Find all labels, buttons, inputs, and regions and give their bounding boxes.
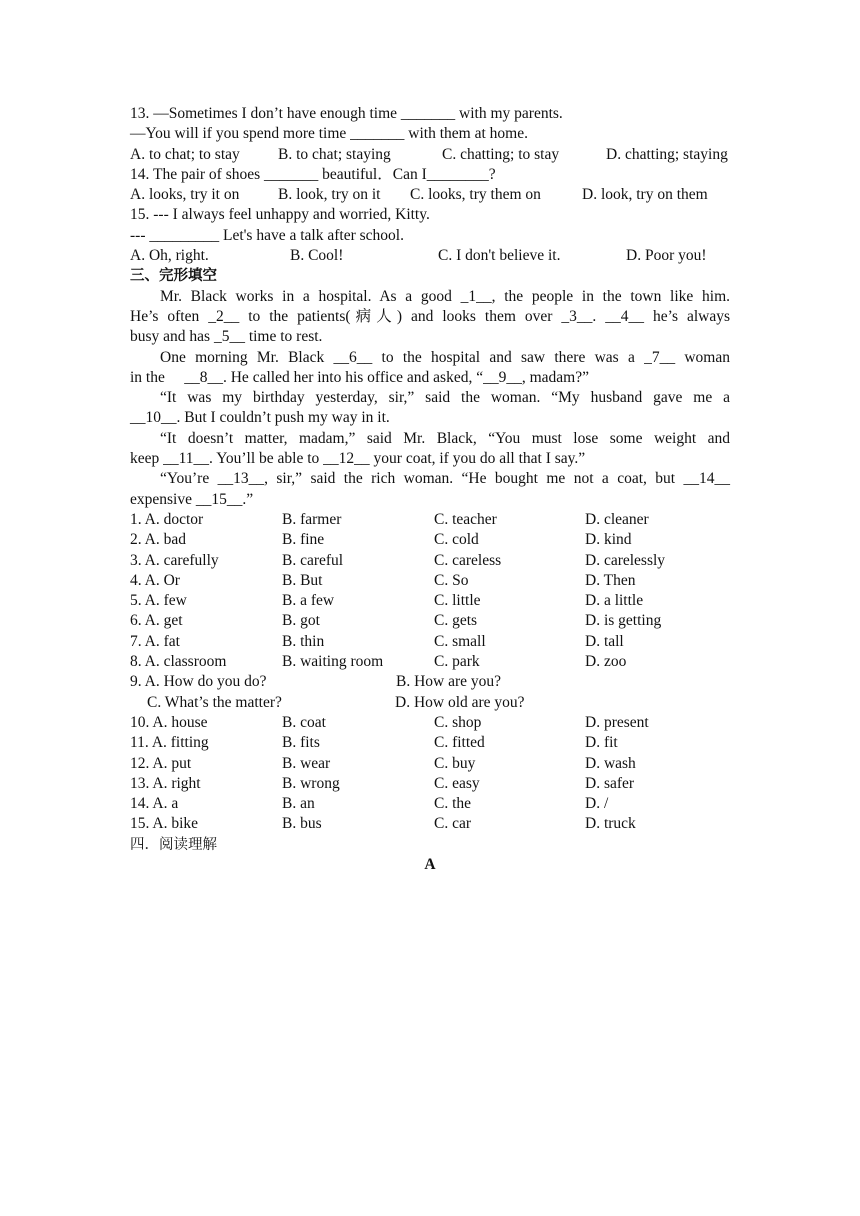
- answer-option: D. fit: [585, 734, 618, 752]
- answer-option: B. careful: [282, 551, 344, 569]
- cloze-passage: [130, 287, 730, 510]
- question-stem: 15. --- I always feel unhappy and worried, Kitty.: [130, 206, 430, 224]
- option-b: B. to chat; staying: [278, 145, 391, 163]
- answer-option: C. cold: [434, 531, 479, 549]
- answer-option: 4. A. Or: [130, 571, 180, 589]
- section-heading-reading: 四．阅读理解: [130, 836, 217, 853]
- answer-option: B. How are you?: [396, 673, 502, 691]
- answer-option: 6. A. get: [130, 612, 183, 630]
- answer-row: [130, 632, 730, 652]
- answer-option: B. farmer: [282, 510, 342, 528]
- answer-option: B. waiting room: [282, 653, 384, 671]
- answer-option: 5. A. few: [130, 592, 187, 610]
- passage-line: expensive __15__.”: [130, 490, 254, 508]
- answer-option: 12. A. put: [130, 754, 192, 772]
- answer-option: 11. A. fitting: [130, 734, 209, 752]
- passage-line: One morning Mr. Black __6__ to the hospital and saw there was a _7__ woman: [160, 348, 730, 366]
- answer-option: 15. A. bike: [130, 815, 199, 833]
- answer-option: D. cleaner: [585, 510, 649, 528]
- answer-option: B. bus: [282, 815, 322, 833]
- options-row: [130, 185, 730, 205]
- answer-option: D. safer: [585, 774, 635, 792]
- answer-option: C. car: [434, 815, 472, 833]
- reading-passage-label: A: [424, 855, 436, 873]
- answer-option: D. carelessly: [585, 551, 666, 569]
- option-d: D. chatting; staying: [606, 145, 728, 163]
- options-row: [130, 246, 730, 266]
- option-a: A. to chat; to stay: [130, 145, 240, 163]
- passage-line: Mr. Black works in a hospital. As a good _1__, the people in the town like him.: [160, 287, 730, 305]
- answer-option: 9. A. How do you do?: [130, 673, 267, 691]
- answer-row: [130, 571, 730, 591]
- answer-row: [130, 510, 730, 530]
- question-stem: --- _________ Let's have a talk after school.: [130, 226, 404, 244]
- answer-option: C. easy: [434, 774, 480, 792]
- answer-option: B. fine: [282, 531, 325, 549]
- answer-row: [130, 693, 730, 713]
- question-stem: —You will if you spend more time _______ with them at home.: [130, 125, 528, 143]
- passage-line: keep __11__. You’ll be able to __12__ your coat, if you do all that I say.”: [130, 450, 586, 468]
- answer-option: 10. A. house: [130, 713, 208, 731]
- answer-option: B. But: [282, 571, 323, 589]
- cloze-answers: [130, 510, 730, 835]
- answer-row: [130, 672, 730, 692]
- answer-option: C. small: [434, 632, 486, 650]
- answer-option: 7. A. fat: [130, 632, 180, 650]
- section-heading-cloze: 三、完形填空: [130, 268, 217, 285]
- option-b: B. look, try on it: [278, 186, 381, 204]
- worksheet-page: [130, 104, 730, 875]
- passage-line: busy and has _5__ time to rest.: [130, 328, 323, 346]
- answer-option: 8. A. classroom: [130, 653, 227, 671]
- answer-option: D. tall: [585, 632, 624, 650]
- option-b: B. Cool!: [290, 247, 344, 265]
- answer-option: D. a little: [585, 592, 644, 610]
- answer-option: C. little: [434, 592, 481, 610]
- answer-option: D. wash: [585, 754, 636, 772]
- answer-option: C. park: [434, 653, 480, 671]
- answer-option: B. an: [282, 795, 315, 813]
- answer-row: [130, 733, 730, 753]
- option-a: A. Oh, right.: [130, 247, 209, 265]
- question-stem: 14. The pair of shoes _______ beautiful．Can I________?: [130, 165, 496, 183]
- passage-line: in the __8__. He called her into his office and asked, “__9__, madam?”: [130, 368, 589, 386]
- answer-row: [130, 551, 730, 571]
- answer-option: B. fits: [282, 734, 320, 752]
- answer-option: C. careless: [434, 551, 502, 569]
- answer-row: [130, 713, 730, 733]
- options-row: [130, 145, 730, 165]
- answer-option: C. What’s the matter?: [147, 693, 282, 711]
- answer-option: C. shop: [434, 713, 482, 731]
- option-c: C. looks, try them on: [410, 186, 541, 204]
- answer-option: C. So: [434, 571, 469, 589]
- answer-option: D. truck: [585, 815, 636, 833]
- question-15: [130, 205, 730, 266]
- passage-line: __10__. But I couldn’t push my way in it.: [130, 409, 390, 427]
- option-d: D. Poor you!: [626, 247, 707, 265]
- passage-line: “You’re __13__, sir,” said the rich woman. “He bought me not a coat, but __14__: [160, 470, 730, 488]
- answer-row: [130, 591, 730, 611]
- answer-option: C. buy: [434, 754, 476, 772]
- question-14: [130, 165, 730, 206]
- question-stem: 13. —Sometimes I don’t have enough time _______ with my parents.: [130, 105, 563, 122]
- answer-option: 14. A. a: [130, 795, 179, 813]
- answer-option: C. teacher: [434, 510, 497, 528]
- answer-option: 1. A. doctor: [130, 510, 204, 528]
- passage-line: He’s often _2__ to the patients(病人) and looks them over _3__. __4__ he’s always: [130, 307, 730, 325]
- answer-option: D. present: [585, 713, 649, 731]
- answer-row: [130, 754, 730, 774]
- answer-option: D. /: [585, 795, 609, 813]
- passage-line: “It was my birthday yesterday, sir,” said the woman. “My husband gave me a: [160, 389, 730, 407]
- answer-option: D. kind: [585, 531, 632, 549]
- answer-option: D. Then: [585, 571, 636, 589]
- answer-option: B. wrong: [282, 774, 340, 792]
- answer-row: [130, 611, 730, 631]
- answer-option: D. zoo: [585, 653, 627, 671]
- answer-option: B. got: [282, 612, 320, 630]
- answer-option: 3. A. carefully: [130, 551, 219, 569]
- answer-option: B. a few: [282, 592, 335, 610]
- answer-row: [130, 530, 730, 550]
- answer-option: B. coat: [282, 713, 326, 731]
- question-13: [130, 104, 730, 165]
- passage-line: “It doesn’t matter, madam,” said Mr. Black, “You must lose some weight and: [160, 429, 730, 447]
- answer-option: B. thin: [282, 632, 325, 650]
- answer-option: D. How old are you?: [395, 693, 525, 711]
- answer-option: B. wear: [282, 754, 331, 772]
- answer-option: D. is getting: [585, 612, 662, 630]
- answer-option: 13. A. right: [130, 774, 201, 792]
- answer-row: [130, 774, 730, 794]
- answer-row: [130, 794, 730, 814]
- option-d: D. look, try on them: [582, 186, 708, 204]
- answer-option: 2. A. bad: [130, 531, 186, 549]
- answer-option: C. fitted: [434, 734, 485, 752]
- answer-option: C. gets: [434, 612, 478, 630]
- answer-option: C. the: [434, 795, 472, 813]
- option-c: C. chatting; to stay: [442, 145, 560, 163]
- answer-row: [130, 814, 730, 834]
- answer-row: [130, 652, 730, 672]
- option-a: A. looks, try it on: [130, 186, 240, 204]
- option-c: C. I don't believe it.: [438, 247, 561, 265]
